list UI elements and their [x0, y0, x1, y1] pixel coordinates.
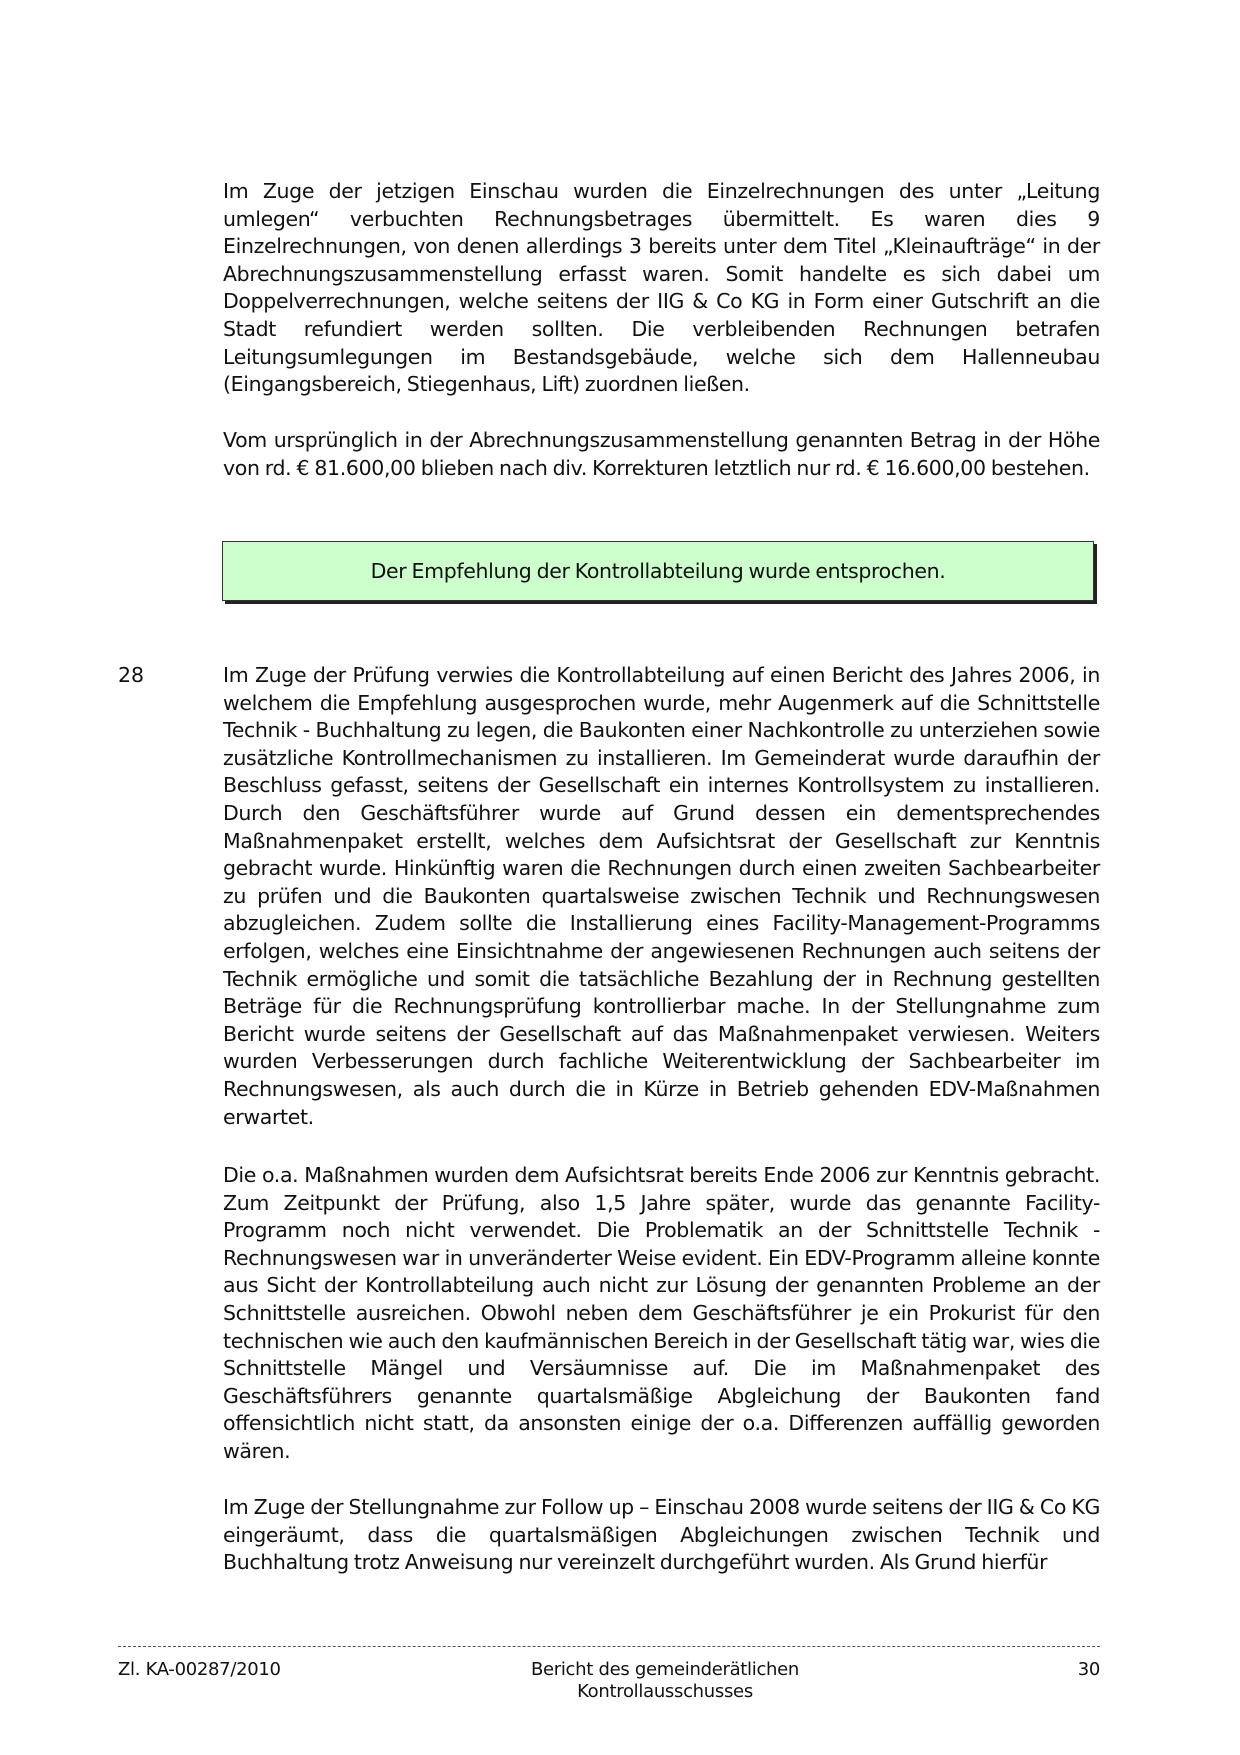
paragraph-betrag-korrektur: Vom ursprünglich in der Abrechnungszusammenstellung genannten Betrag in der Höhe von rd. € 81.600,00 blieben nach div. Korrekturen letztlich nur rd. € 16.600,00 bestehen. [223, 428, 1100, 480]
item-number: 28 [118, 663, 145, 687]
paragraph-massnahmen: Die o.a. Maßnahmen wurden dem Aufsichtsrat bereits Ende 2006 zur Kenntnis gebracht. Zum Zeitpunkt der Prüfung, also 1,5 Jahre später, wurde das genannte Facility-Programm noch nicht verwendet. Die Problematik an der Schnittstelle Technik - Rechnungswesen war in unveränderter Weise evident. Ein EDV-Programm alleine konnte aus Sicht der Kontrollabteilung auch nicht zur Lösung der genannten Probleme an der Schnittstelle ausreichen. Obwohl neben dem Geschäftsführer je ein Prokurist für den technischen wie auch den kaufmännischen Bereich in der Gesellschaft tätig war, wies die Schnittstelle Mängel und Versäumnisse auf. Die im Maßnahmenpaket des Geschäftsführers genannte quartalsmäßige Abgleichung der Baukonten fand offensichtlich nicht statt, da ansonsten einige der o.a. Differenzen auffällig geworden wären. [223, 1163, 1100, 1463]
footer-title: Bericht des gemeinderätlichen Kontrollausschusses [530, 1659, 800, 1702]
recommendation-text: Der Empfehlung der Kontrollabteilung wurde entsprochen. [370, 559, 946, 583]
footer-reference: Zl. KA-00287/2010 [118, 1659, 281, 1680]
paragraph-leitung-umlegen: Im Zuge der jetzigen Einschau wurden die Einzelrechnungen des unter „Leitung umlegen“ verbuchten Rechnungsbetrages übermittelt. Es waren dies 9 Einzelrechnungen, von denen allerdings 3 bereits unter dem Titel „Kleinaufträge“ in der Abrechnungszusammenstellung erfasst waren. Somit handelte es sich dabei um Doppelverrechnungen, welche seitens der IIG & Co KG in Form einer Gutschrift an die Stadt refundiert werden sollten. Die verbleibenden Rechnungen betrafen Leitungsumlegungen im Bestandsgebäude, welche sich dem Hallenneubau (Eingangsbereich, Stiegenhaus, Lift) zuordnen ließen. [223, 179, 1100, 397]
recommendation-box [222, 541, 1094, 601]
page-number: 30 [1077, 1659, 1100, 1680]
paragraph-stellungnahme: Im Zuge der Stellungnahme zur Follow up – Einschau 2008 wurde seitens der IIG & Co KG eingeräumt, dass die quartalsmäßigen Abgleichungen zwischen Technik und Buchhaltung trotz Anweisung nur vereinzelt durchgeführt wurden. Als Grund hierfür [223, 1495, 1100, 1575]
paragraph-kontrollsystem: Im Zuge der Prüfung verwies die Kontrollabteilung auf einen Bericht des Jahres 2006, in welchem die Empfehlung ausgesprochen wurde, mehr Augenmerk auf die Schnittstelle Technik - Buchhaltung zu legen, die Baukonten einer Nachkontrolle zu unterziehen sowie zusätzliche Kontrollmechanismen zu installieren. Im Gemeinderat wurde daraufhin der Beschluss gefasst, seitens der Gesellschaft ein internes Kontrollsystem zu installieren. Durch den Geschäftsführer wurde auf Grund dessen ein dementsprechendes Maßnahmenpaket erstellt, welches dem Aufsichtsrat der Gesellschaft zur Kenntnis gebracht wurde. Hinkünftig waren die Rechnungen durch einen zweiten Sachbearbeiter zu prüfen und die Baukonten quartalsweise zwischen Technik und Rechnungswesen abzugleichen. Zudem sollte die Installierung eines Facility-Management-Programms erfolgen, welches eine Einsichtnahme der angewiesenen Rechnungen auch seitens der Technik ermögliche und somit die tatsächliche Bezahlung der in Rechnung gestellten Beträge für die Rechnungsprüfung kontrollierbar mache. In der Stellungnahme zum Bericht wurde seitens der Gesellschaft auf das Maßnahmenpaket verwiesen. Weiters wurden Verbesserungen durch fachliche Weiterentwicklung der Sachbearbeiter im Rechnungswesen, als auch durch die in Kürze in Betrieb gehenden EDV-Maßnahmen erwartet. [223, 663, 1100, 1129]
footer-divider [118, 1646, 1100, 1647]
